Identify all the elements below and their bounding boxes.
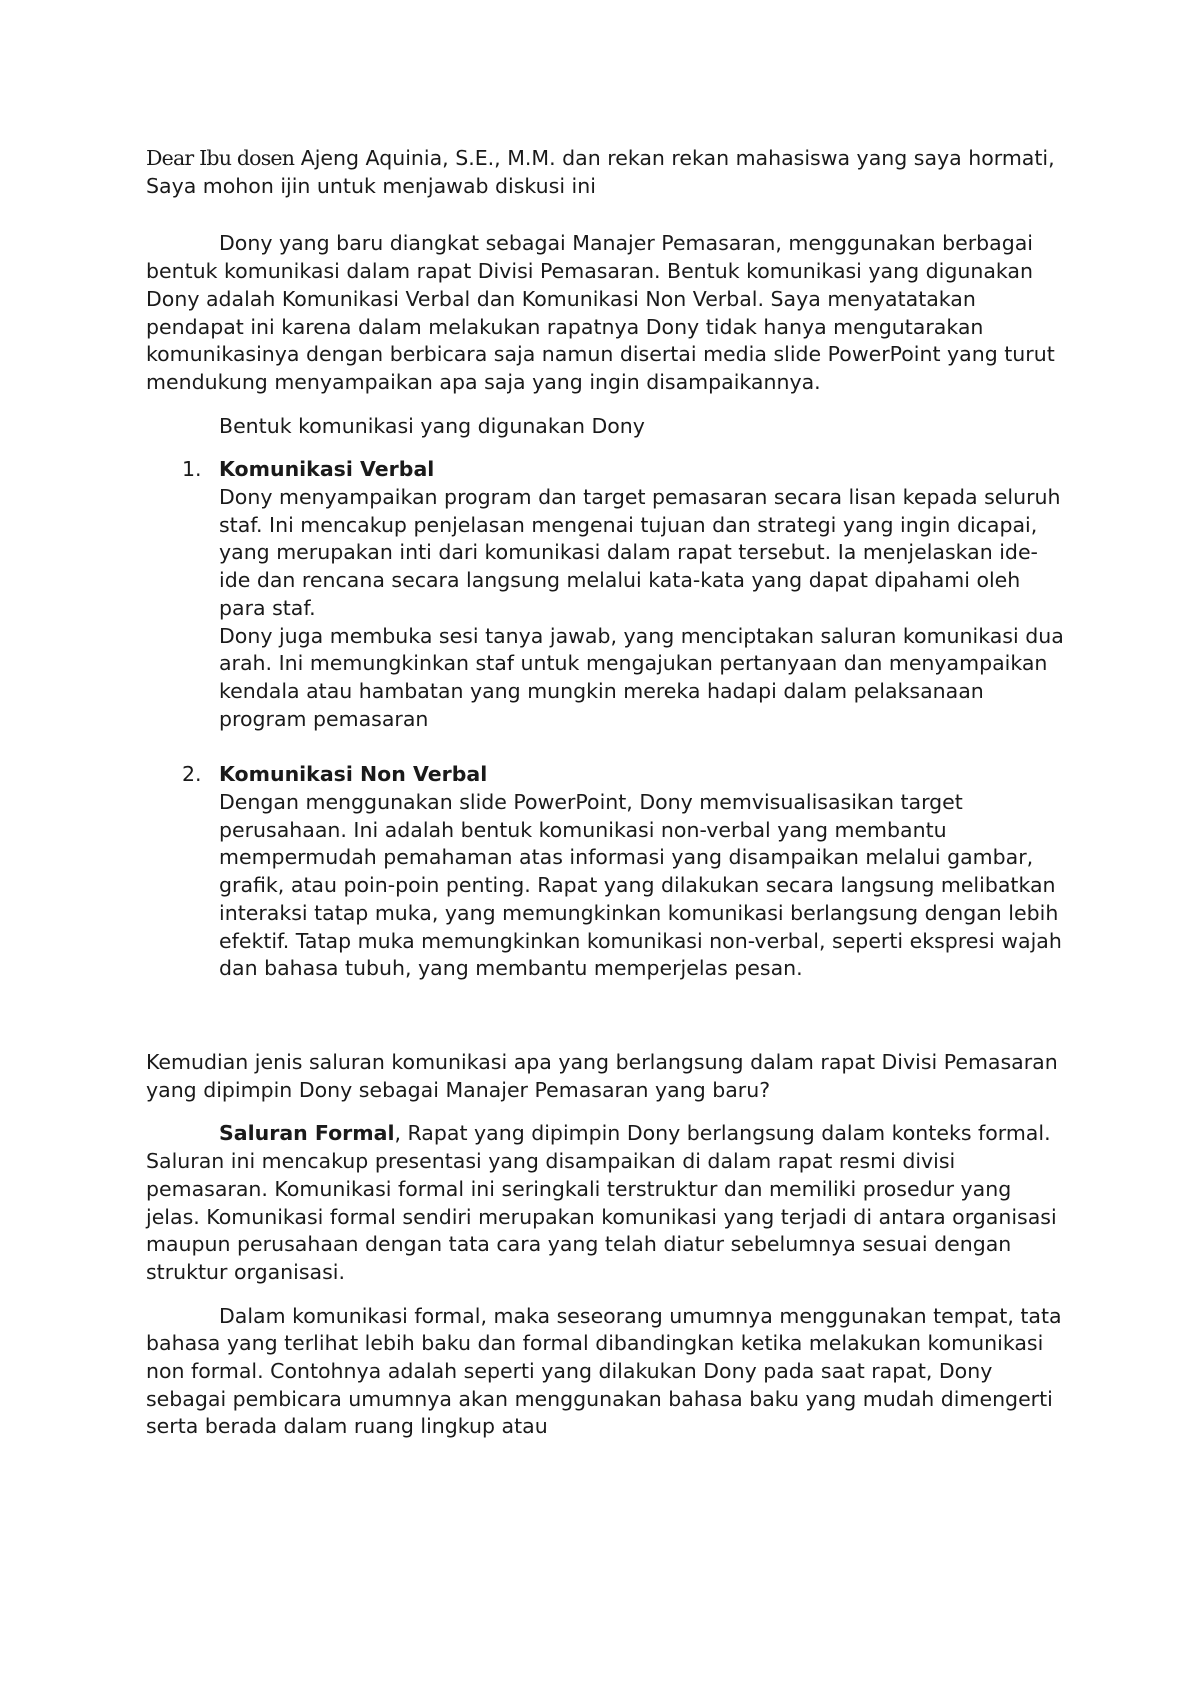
greeting-line bbox=[146, 145, 1066, 173]
greeting-lead: Dear Ibu dosen bbox=[146, 146, 295, 170]
greeting-request: Saya mohon ijin untuk menjawab diskusi ini bbox=[146, 173, 596, 198]
formal-second-paragraph: Dalam komunikasi formal, maka seseorang umumnya menggunakan tempat, tata bahasa yang terlihat lebih baku dan formal dibandingkan ketika melakukan komunikasi non formal. Contohnya adalah seperti yang dilakukan Dony pada saat rapat, Dony sebagai pembicara umumnya akan menggunakan bahasa baku yang mudah dimengerti serta berada dalam ruang lingkup atau bbox=[146, 1303, 1062, 1439]
formal-channel-text: , Rapat yang dipimpin Dony berlangsung dalam konteks formal. Saluran ini mencakup presentasi yang disampaikan di dalam rapat resmi divisi pemasaran. Komunikasi formal ini seringkali terstruktur dan memiliki prosedur yang jelas. Komunikasi formal sendiri merupakan komunikasi yang terjadi di antara organisasi maupun perusahaan dengan tata cara yang telah diatur sebelumnya sesuai dengan struktur organisasi. bbox=[146, 1121, 1057, 1284]
document-page bbox=[146, 145, 1066, 1441]
list-item-paragraph: Dony juga membuka sesi tanya jawab, yang menciptakan saluran komunikasi dua arah. Ini memungkinkan staf untuk mengajukan pertanyaan dan menyampaikan kendala atau hambatan yang mungkin mereka hadapi dalam pelaksanaan program pemasaran bbox=[219, 623, 1064, 731]
list-item-title: Komunikasi Verbal bbox=[219, 457, 435, 482]
greeting-rest: Ajeng Aquinia, S.E., M.M. dan rekan rekan mahasiswa yang saya hormati, bbox=[294, 146, 1055, 170]
list-item-title: Komunikasi Non Verbal bbox=[219, 762, 488, 787]
list-number: 1. bbox=[182, 457, 202, 482]
list-item-paragraph: Dengan menggunakan slide PowerPoint, Dony memvisualisasikan target perusahaan. Ini adalah bentuk komunikasi non-verbal yang membantu mempermudah pemahaman atas informasi yang disampaikan melalui gambar, grafik, atau poin-poin penting. Rapat yang dilakukan secara langsung melibatkan interaksi tatap muka, yang memungkinkan komunikasi berlangsung dengan lebih efektif. Tatap muka memungkinkan komunikasi non-verbal, seperti ekspresi wajah dan bahasa tubuh, yang membantu memperjelas pesan. bbox=[219, 790, 1062, 981]
list-item-verbal bbox=[146, 456, 1066, 733]
formal-channel-heading: Saluran Formal bbox=[219, 1121, 395, 1146]
list-item-paragraph: Dony menyampaikan program dan target pemasaran secara lisan kepada seluruh staf. Ini mencakup penjelasan mengenai tujuan dan strategi yang ingin dicapai, yang merupakan inti dari komunikasi dalam rapat tersebut. Ia menjelaskan ide-ide dan rencana secara langsung melalui kata-kata yang dapat dipahami oleh para staf. bbox=[219, 485, 1061, 620]
list-number: 2. bbox=[182, 762, 202, 787]
channel-question: Kemudian jenis saluran komunikasi apa yang berlangsung dalam rapat Divisi Pemasaran yang dipimpin Dony sebagai Manajer Pemasaran yang baru? bbox=[146, 1049, 1058, 1102]
list-item-nonverbal bbox=[146, 761, 1066, 983]
formal-channel-paragraph bbox=[146, 1120, 1066, 1286]
intro-paragraph: Dony yang baru diangkat sebagai Manajer Pemasaran, menggunakan berbagai bentuk komunikasi dalam rapat Divisi Pemasaran. Bentuk komunikasi yang digunakan Dony adalah Komunikasi Verbal dan Komunikasi Non Verbal. Saya menyatatakan pendapat ini karena dalam melakukan rapatnya Dony tidak hanya mengutarakan komunikasinya dengan berbicara saja namun disertai media slide PowerPoint yang turut mendukung menyampaikan apa saja yang ingin disampaikannya. bbox=[146, 231, 1055, 394]
forms-intro: Bentuk komunikasi yang digunakan Dony bbox=[219, 413, 645, 438]
